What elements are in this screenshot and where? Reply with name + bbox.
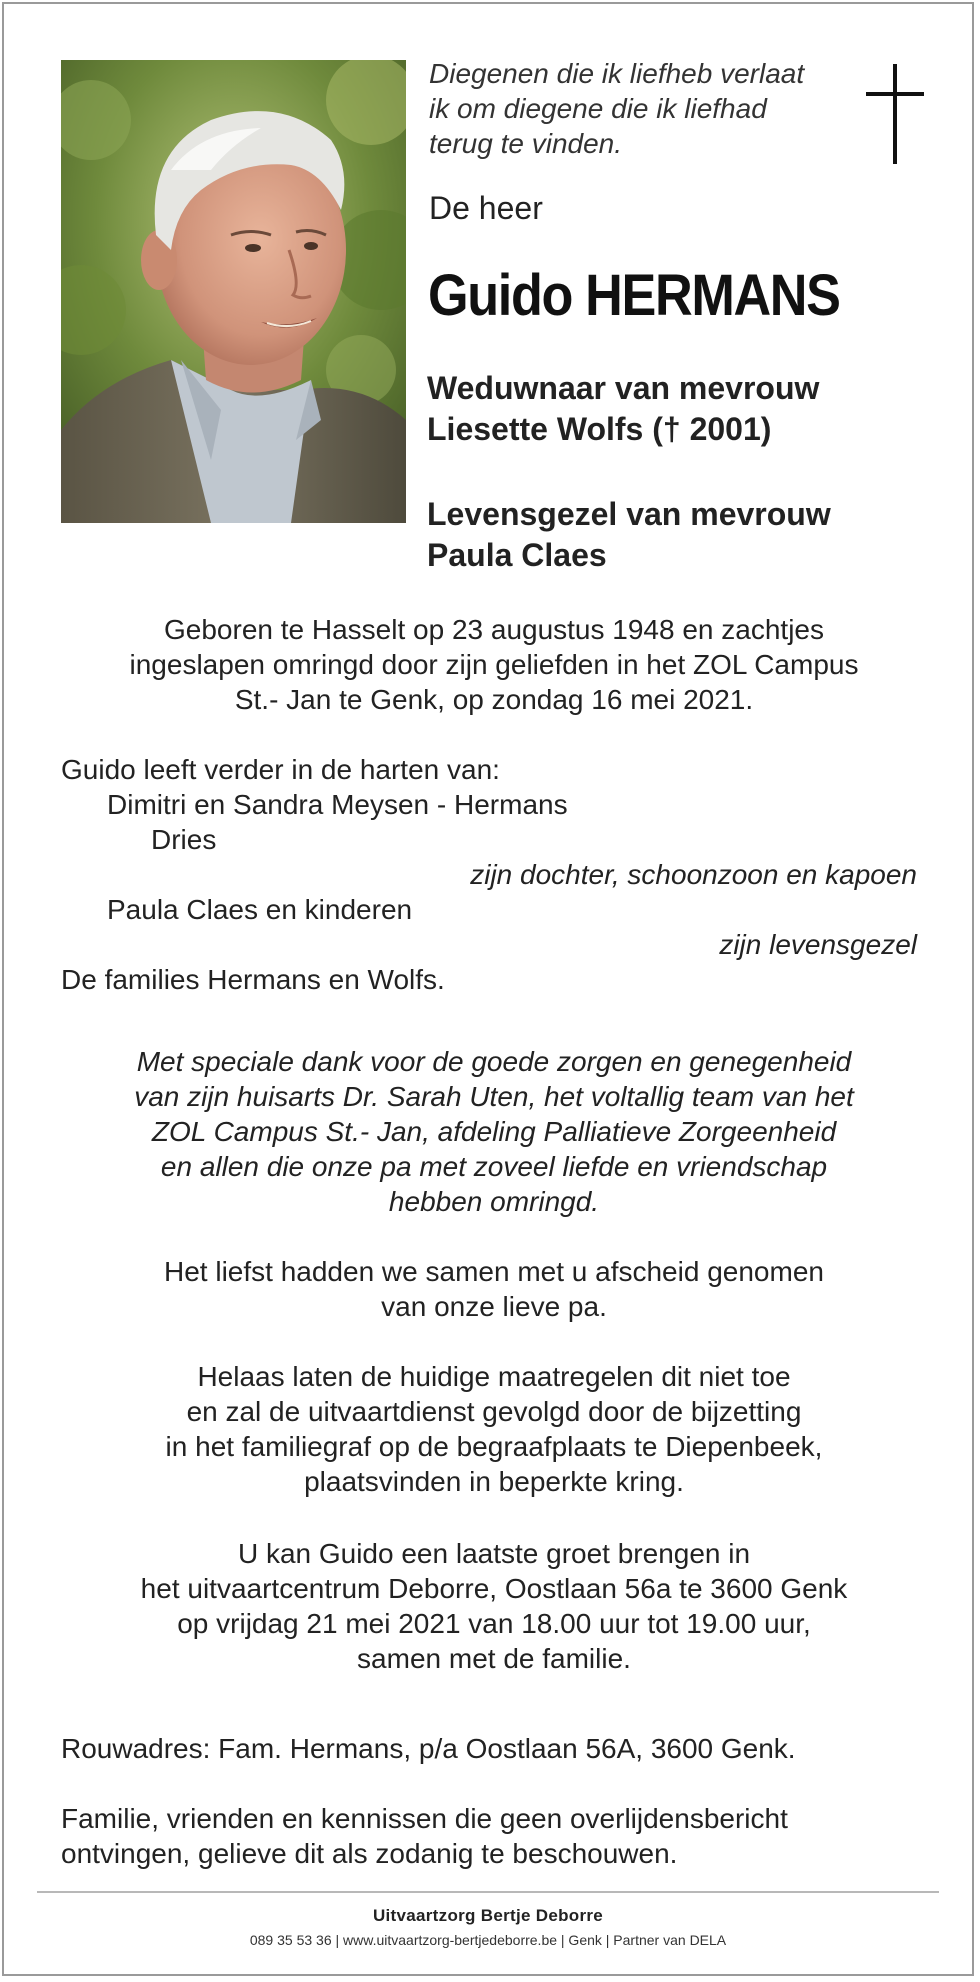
measures-paragraph xyxy=(44,1359,944,1499)
closing-line: ontvingen, gelieve dit als zodanig te beschouwen. xyxy=(61,1838,678,1869)
obituary-card xyxy=(2,2,974,1976)
survivor-entry: Paula Claes en kinderen xyxy=(107,894,413,925)
survivors-intro: Guido leeft verder in de harten van: xyxy=(61,754,500,785)
relation-line: Levensgezel van mevrouw xyxy=(427,496,831,532)
farewell-paragraph xyxy=(44,1254,944,1324)
thanks-paragraph xyxy=(44,1044,944,1219)
paragraph-line: en zal de uitvaartdienst gevolgd door de bijzetting xyxy=(186,1396,802,1427)
survivor-entry: Dimitri en Sandra Meysen - Hermans xyxy=(107,789,568,820)
relation-line: Weduwnaar van mevrouw xyxy=(427,370,820,406)
quote-line: ik om diegene die ik liefhad xyxy=(429,93,767,124)
survivor-relation: zijn levensgezel xyxy=(719,929,917,960)
paragraph-line: samen met de familie. xyxy=(357,1643,631,1674)
survivor-entry: Dries xyxy=(151,824,217,855)
birth-death-paragraph xyxy=(44,612,944,717)
paragraph-line: in het familiegraf op de begraafplaats te Diepenbeek, xyxy=(165,1431,823,1462)
quote-line: Diegenen die ik liefheb verlaat xyxy=(429,58,805,89)
paragraph-line: van zijn huisarts Dr. Sarah Uten, het voltallig team van het xyxy=(134,1081,854,1112)
paragraph-line: hebben omringd. xyxy=(388,1186,600,1217)
honorific: De heer xyxy=(429,190,543,226)
deceased-name: Guido HERMANS xyxy=(428,263,840,328)
paragraph-line: St.- Jan te Genk, op zondag 16 mei 2021. xyxy=(234,684,754,715)
memorial-quote xyxy=(429,56,849,161)
paragraph-line: Met speciale dank voor de goede zorgen en genegenheid xyxy=(136,1046,852,1077)
paragraph-line: op vrijdag 21 mei 2021 van 18.00 uur tot 19.00 uur, xyxy=(177,1608,811,1639)
funeral-home-contact: 089 35 53 36 | www.uitvaartzorg-bertjedeborre.be | Genk | Partner van DELA xyxy=(249,1932,727,1948)
portrait-photo xyxy=(61,60,406,523)
relation-line: Liesette Wolfs († 2001) xyxy=(427,411,772,447)
survivor-entry: De families Hermans en Wolfs. xyxy=(61,964,445,995)
relation-widower xyxy=(427,368,819,450)
paragraph-line: en allen die onze pa met zoveel liefde en vriendschap xyxy=(160,1151,828,1182)
quote-line: terug te vinden. xyxy=(429,128,623,159)
paragraph-line: Geboren te Hasselt op 23 augustus 1948 en zachtjes xyxy=(164,614,824,645)
closing-line: Familie, vrienden en kennissen die geen overlijdensbericht xyxy=(61,1803,788,1834)
paragraph-line: ingeslapen omringd door zijn geliefden in het ZOL Campus xyxy=(129,649,859,680)
latin-cross-icon xyxy=(866,64,926,164)
paragraph-line: Het liefst hadden we samen met u afscheid genomen xyxy=(164,1256,824,1287)
footer-divider xyxy=(37,1891,939,1893)
viewing-paragraph xyxy=(44,1536,944,1676)
funeral-home-name: Uitvaartzorg Bertje Deborre xyxy=(372,1906,604,1925)
relation-partner xyxy=(427,494,831,576)
paragraph-line: ZOL Campus St.- Jan, afdeling Palliatieve Zorgeenheid xyxy=(151,1116,837,1147)
mourning-address: Rouwadres: Fam. Hermans, p/a Oostlaan 56A, 3600 Genk. xyxy=(61,1733,796,1764)
paragraph-line: van onze lieve pa. xyxy=(381,1291,607,1322)
relation-line: Paula Claes xyxy=(427,537,607,573)
survivor-relation: zijn dochter, schoonzoon en kapoen xyxy=(470,859,917,890)
paragraph-line: Helaas laten de huidige maatregelen dit niet toe xyxy=(197,1361,791,1392)
paragraph-line: plaatsvinden in beperkte kring. xyxy=(304,1466,684,1497)
paragraph-line: het uitvaartcentrum Deborre, Oostlaan 56a te 3600 Genk xyxy=(140,1573,848,1604)
paragraph-line: U kan Guido een laatste groet brengen in xyxy=(237,1538,751,1569)
